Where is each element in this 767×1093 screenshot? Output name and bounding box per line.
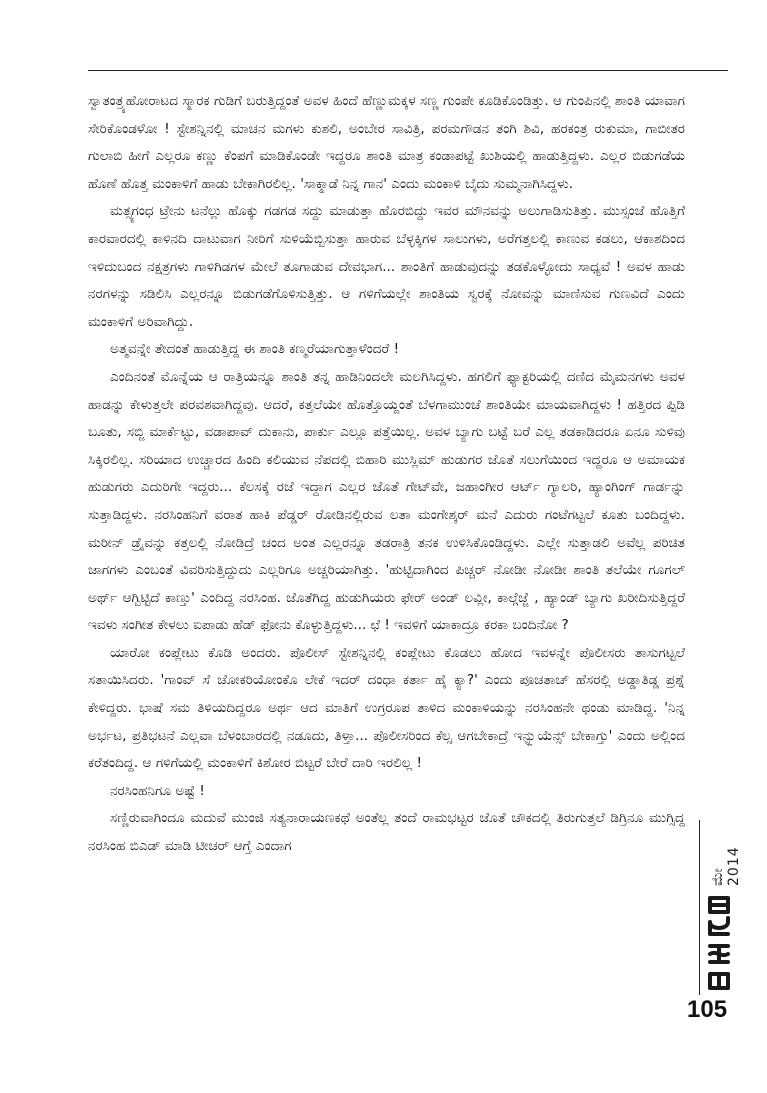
paragraph-1: ಸ್ವಾತಂತ್ರ್ಯಹೋರಾಟದ ಸ್ಮಾರಕ ಗುಡಿಗೆ ಬರುತ್ತಿದ್ದಂತೆ ಅವಳ ಹಿಂದೆ ಹೆಣ್ಣುಮಕ್ಕಳ ಸಣ್ಣ ಗುಂಪೇ ಕೂಡಿಕೊಂಡಿತ್ತು. ಆ ಗುಂಪಿನಲ್ಲಿ ಶಾಂತಿ ಯಾವಾಗ ಸೇರಿಕೊಂಡಳೋ ! ಸ್ಟೇಶನ್ನಿನಲ್ಲಿ ಮಾಚನ ಮಗಳು ಕುಶಲಿ, ಅಂಬೇರ ಸಾವಿತ್ರಿ, ಪರಮಗೌಡನ ತಂಗಿ ಶಿವಿ, ಹರಕಂತ್ರ ರುಕುಮಾ, ಗಾಬೀತರ ಗುಲಾಬಿ ಹೀಗೆ ಎಲ್ಲರೂ ಕಣ್ಣು ಕೆಂಪಗೆ ಮಾಡಿಕೊಂಡೇ ಇದ್ದರೂ ಶಾಂತಿ ಮಾತ್ರ ಕಂಡಾಪಟ್ಟೆ ಖುಶಿಯಲ್ಲಿ ಹಾಡುತ್ತಿದ್ದಳು. ಎಲ್ಲರ ಬಿಡುಗಡೆಯ ಹೊಣೆ ಹೊತ್ತ ಮಂಕಾಳಿಗೆ ಹಾಡು ಬೇಕಾಗಿರಲಿಲ್ಲ. 'ಸಾಕ್ಮಾಡೆ ನಿನ್ನ ಗಾನ' ಎಂದು ಮಂಕಾಳಿ ಬೈದು ಸುಮ್ಮನಾಗಿಸಿದ್ದಳು.	[88, 93, 685, 192]
page-number: 105	[687, 996, 728, 1023]
magazine-logo	[704, 894, 734, 994]
issue-date: ಮೇ 2014	[710, 846, 742, 886]
masthead-divider	[699, 820, 700, 995]
top-rule	[88, 70, 728, 71]
paragraph-5: ಯಾರೋ ಕಂಪ್ಲೇಟು ಕೊಡಿ ಅಂದರು. ಪೊಲೀಸ್ ಸ್ಟೇಶನ್ನಿನಲ್ಲಿ ಕಂಪ್ಲೇಟು ಕೊಡಲು ಹೋದ ಇವಳನ್ನೇ ಪೊಲೀಸರು ತಾಸುಗಟ್ಟಲೆ ಸತಾಯಿಸಿದರು. 'ಗಾಂವ್ ಸೆ ಚೋಕರಿಯೋಂಕೊ ಲೇಕೆ ಇದರ್ ದಂಧಾ ಕರ್ತಾ ಹೈ ಕ್ಯಾ?' ಎಂದು ಪೂಚತಾಚ್ ಹೆಸರಲ್ಲಿ ಅಡ್ಡಾತಿಡ್ಡ ಪ್ರಶ್ನೆ ಕೇಳಿದ್ದರು. ಭಾಷೆ ಸಮ ತಿಳಿಯದಿದ್ದರೂ ಅರ್ಥ ಆದ ಮಾತಿಗೆ ಉಗ್ರರೂಪ ತಾಳಿದ ಮಂಕಾಳಿಯನ್ನು ನರಸಿಂಹನೇ ಥಂಡು ಮಾಡಿದ್ದ. 'ನಿನ್ನ ಅರ್ಭಟ, ಪ್ರತಿಭಟನೆ ಎಲ್ಲವಾ ಬೆಳಂಬಾರದಲ್ಲಿ ನಡೂದು, ತಿಳ್ತಾ... ಪೊಲೀಸರಿಂದ ಕೆಲ್ಸ ಆಗಬೇಕಾದ್ರೆ ಇನ್ಫ್ಲುಯೆನ್ಸ್ ಬೇಕಾಗ್ತು' ಎಂದು ಅಲ್ಲಿಂದ ಕರೆತಂದಿದ್ದ. ಆ ಗಳಿಗೆಯಲ್ಲಿ ಮಂಕಾಳಿಗೆ ಕಿಶೋರ ಬಿಟ್ಟರೆ ಬೇರೆ ದಾರಿ ಇರಲಿಲ್ಲ !	[88, 644, 685, 772]
paragraph-4: ಎಂದಿನಂತೆ ಮೊನ್ನೆಯ ಆ ರಾತ್ರಿಯನ್ನೂ ಶಾಂತಿ ತನ್ನ ಹಾಡಿನಿಂದಲೇ ಮಲಗಿಸಿದ್ದಳು. ಹಗಲಿಗೆ ಫ್ಯಾಕ್ಟರಿಯಲ್ಲಿ ದಣಿದ ಮೈಮನಗಳು ಅವಳ ಹಾಡನ್ನು ಕೇಳುತ್ತಲೇ ಪರವಶವಾಗಿದ್ದವು. ಆದರೆ, ಕತ್ತಲೆಯೇ ಹೊತ್ತೊಯ್ದಂತೆ ಬೆಳಗಾಮುಂಚೆ ಶಾಂತಿಯೇ ಮಾಯವಾಗಿದ್ದಳು ! ಹತ್ತಿರದ ಪ್ಪಿಡಿ ಬೂತು, ಸಬ್ಜಿ ಮಾರ್ಕೆಟ್ಟು, ವಡಾಪಾವ್ ದುಕಾನು, ಪಾರ್ಕು ಎಲ್ಲೂ ಪತ್ತೆಯಿಲ್ಲ. ಅವಳ ಬ್ಯಾಗು ಬಟ್ಟೆ ಬರೆ ಎಲ್ಲ ತಡಕಾಡಿದರೂ ಏನೂ ಸುಳಿವು ಸಿಕ್ಕಿರಲಿಲ್ಲ. ಸರಿಯಾದ ಉಚ್ಚಾರದ ಹಿಂದಿ ಕಲಿಯುವ ನೆಪದಲ್ಲಿ ಬಿಹಾರಿ ಮುಸ್ಲಿಮ್ ಹುಡುಗರ ಜೊತೆ ಸಲುಗೆಯಿಂದ ಇದ್ದರೂ ಆ ಅಮಾಯಕ ಹುಡುಗರು ಎದುರಿಗೇ ಇದ್ದರು... ಕೆಲಸಕ್ಕೆ ರಜೆ ಇದ್ದಾಗ ಎಲ್ಲರ ಜೊತೆ ಗೇಟ್‌ವೇ, ಜಹಾಂಗೀರ ಆರ್ಟ್ ಗ್ಯಾಲರಿ, ಹ್ಯಾಂಗಿಂಗ್ ಗಾರ್ಡನ್ನು ಸುತ್ತಾಡಿದ್ದಳು. ನರಸಿಂಹನಿಗೆ ವರಾತ ಹಾಕಿ ಪೆಡ್ಡರ್ ರೋಡಿನಲ್ಲಿರುವ ಲತಾ ಮಂಗೇಶ್ಕರ್ ಮನೆ ಎದುರು ಗಂಟೆಗಟ್ಟಲೆ ಕೂತು ಬಂದಿದ್ದಳು. ಮರೀನ್ ಡ್ರೈವನ್ನು ಕತ್ತಲಲ್ಲಿ ನೋಡಿದ್ರೆ ಚಂದ ಅಂತ ಎಲ್ಲರನ್ನೂ ತಡರಾತ್ರಿ ತನಕ ಉಳಿಸಿಕೊಂಡಿದ್ದಳು. ಎಲ್ಲೇ ಸುತ್ತಾಡಲಿ ಅವೆಲ್ಲ ಪರಿಚಿತ ಜಾಗಗಳು ಎಂಬಂತೆ ವಿವರಿಸುತ್ತಿದ್ದುದು ಎಲ್ಲರಿಗೂ ಅಚ್ಚರಿಯಾಗಿತ್ತು. 'ಹುಟ್ಟಿದಾಗಿಂದ ಪಿಚ್ಚರ್ ನೋಡೀ ನೋಡೀ ಶಾಂತಿ ತಲೆಯೇ ಗೂಗಲ್ ಅರ್ಥ್ ಆಗ್ಬಿಟ್ಟಿದೆ ಕಾಣ್ತು' ಎಂದಿದ್ದ ನರಸಿಂಹ. ಜೊತೆಗಿದ್ದ ಹುಡುಗಿಯರು ಫೇರ್ ಅಂಡ್ ಲವ್ಲೀ, ಕಾಲ್ಗೆಜ್ಜೆ , ಹ್ಯಾಂಡ್ ಬ್ಯಾಗು ಖರೀದಿಸುತ್ತಿದ್ದರೆ ಇವಳು ಸಂಗೀತ ಕೇಳಲು ಐಪಾಡು ಹೆಡ್ ಫೋನು ಕೊಳ್ಳುತ್ತಿದ್ದಳು... ಛೆ ! ಇವಳಿಗೆ ಯಾಕಾದ್ರೂ ಕರಕಾ ಬಂದಿನೋ ?	[88, 368, 686, 634]
paragraph-6: ನರಸಿಂಹನಿಗೂ ಅಷ್ಟೆ !	[110, 782, 205, 799]
paragraph-3: ಅತ್ಮವನ್ನೇ ತೇದಂತೆ ಹಾಡುತ್ತಿದ್ದ ಈ ಶಾಂತಿ ಕಣ್ಮರೆಯಾಗುತ್ತಾಳೆಂದರೆ !	[110, 341, 400, 358]
article-body	[88, 88, 685, 861]
paragraph-2: ಮತ್ಸ್ಯಗಂಧ ಟ್ರೇನು ಟನೆಲ್ಲು ಹೊಕ್ಕು ಗಡಗಡ ಸದ್ದು ಮಾಡುತ್ತಾ ಹೊರಬಿದ್ದು ಇವರ ಮೌನವನ್ನು ಅಲುಗಾಡಿಸುತಿತ್ತು. ಮುಸ್ಸಂಜೆ ಹೊತ್ತಿಗೆ ಕಾರವಾರದಲ್ಲಿ ಕಾಳಿನದಿ ದಾಟುವಾಗ ನೀರಿಗೆ ಸುಳಿಯೆಬ್ಬಿಸುತ್ತಾ ಹಾರುವ ಬೆಳ್ಳಕ್ಕಿಗಳ ಸಾಲುಗಳು, ಅರೆಗತ್ತಲಲ್ಲಿ ಕಾಣುವ ಕಡಲು, ಆಕಾಶದಿಂದ ಇಳಿದುಬಂದ ನಕ್ಷತ್ರಗಳು ಗಾಳಿಗಿಡಗಳ ಮೇಲೆ ತೂಗಾಡುವ ದೇವಭಾಗ... ಶಾಂತಿಗೆ ಹಾಡುವುದನ್ನು ತಡಕೊಳ್ಳೋದು ಸಾಧ್ಯವೆ ! ಅವಳ ಹಾಡು ನರಗಳನ್ನು ಸಡಿಲಿಸಿ ಎಲ್ಲರನ್ನೂ ಬಿಡುಗಡೆಗೊಳಿಸುತ್ತಿತ್ತು. ಆ ಗಳಿಗೆಯಲ್ಲೇ ಶಾಂತಿಯ ಸ್ವರಕ್ಕೆ ನೋವನ್ನು ಮಾಣಿಸುವ ಗುಣವಿದೆ ಎಂದು ಮಂಕಾಳಿಗೆ ಅರಿವಾಗಿದ್ದು.	[88, 203, 685, 330]
paragraph-7: ಸಣ್ಣಿರುವಾಗಿಂದೂ ಮದುವೆ ಮುಂಜಿ ಸತ್ಯನಾರಾಯಣಕಥೆ ಅಂತೆಲ್ಲ ತಂದೆ ರಾಮಭಟ್ಟರ ಜೊತೆ ಚೌಕದಲ್ಲಿ ತಿರುಗುತ್ತಲೆ ಡಿಗ್ರಿನೂ ಮುಗ್ಸಿದ್ದ ನರಸಿಂಹ ಬಿಎಡ್ ಮಾಡಿ ಟೀಚರ್ ಆಗ್ತೆ ಎಂದಾಗ	[88, 810, 685, 855]
masthead	[704, 826, 742, 996]
